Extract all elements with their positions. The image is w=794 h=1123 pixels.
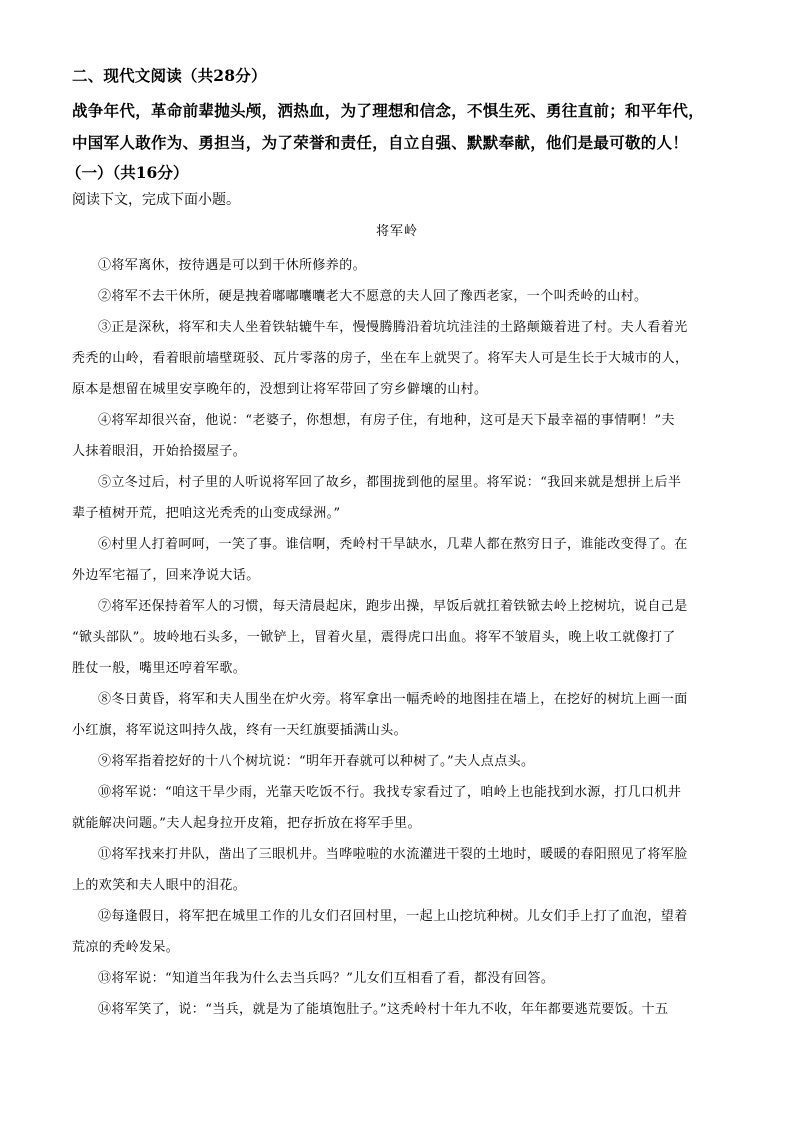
section-intro	[72, 95, 722, 159]
article-paragraph	[72, 684, 718, 746]
paragraph-line: 秃秃的山岭，看着眼前墙壁斑驳、瓦片零落的房子，坐在车上就哭了。将军夫人可是生长于大城市的人，	[72, 351, 689, 366]
article-paragraph	[72, 281, 718, 312]
article-paragraph	[72, 777, 718, 839]
paragraph-line: “锨头部队”。坡岭地石头多，一锨铲上，冒着火星，震得虎口出血。将军不皱眉头，晚上收工就像打了	[72, 630, 676, 645]
article-body	[72, 250, 718, 1025]
article-paragraph	[72, 405, 718, 467]
paragraph-line: ⑨将军指着挖好的十八个树坑说：“明年开春就可以种树了。”夫人点点头。	[98, 754, 535, 769]
paragraph-line: ③正是深秋，将军和夫人坐着铁轱辘牛车，慢慢腾腾沿着坑坑洼洼的土路颠簸着进了村。夫人看着光	[98, 320, 688, 335]
article-title: 将军岭	[375, 224, 418, 239]
reading-instruction: 阅读下文，完成下面小题。	[72, 192, 240, 208]
intro-line: 战争年代，革命前辈抛头颅，洒热血，为了理想和信念，不惧生死、勇往直前；和平年代，	[72, 101, 705, 120]
paragraph-line: 上的欢笑和夫人眼中的泪花。	[72, 878, 247, 893]
section-title: 二、现代文阅读（共28分）	[72, 66, 267, 85]
paragraph-line: 辈子植树开荒，把咱这光秃秃的山变成绿洲。”	[72, 506, 341, 521]
paragraph-line: ④将军却很兴奋，他说：“老婆子，你想想，有房子住，有地种，这可是天下最幸福的事情啊！”夫	[98, 413, 675, 428]
article-paragraph	[72, 746, 718, 777]
article-paragraph	[72, 529, 718, 591]
part-title: （一）（共16分）	[66, 163, 189, 182]
article-paragraph	[72, 839, 718, 901]
paragraph-line: 小红旗，将军说这叫持久战，终有一天红旗要插满山头。	[72, 723, 408, 738]
paragraph-line: ⑩将军说：“咱这干旱少雨，光靠天吃饭不行。我找专家看过了，咱岭上也能找到水源，打几口机井	[98, 785, 682, 800]
article-paragraph	[72, 312, 718, 405]
paragraph-line: ⑫每逢假日，将军把在城里工作的儿女们召回村里，一起上山挖坑种树。儿女们手上打了血泡，望着	[98, 909, 688, 924]
article-paragraph	[72, 250, 718, 281]
paragraph-line: ⑬将军说：“知道当年我为什么去当兵吗？”儿女们互相看了看，都没有回答。	[98, 971, 555, 986]
paragraph-line: 外边军宅福了，回来净说大话。	[72, 568, 260, 583]
paragraph-line: 荒凉的秃岭发呆。	[72, 940, 180, 955]
paragraph-line: 就能解决问题。”夫人起身拉开皮箱，把存折放在将军手里。	[72, 816, 421, 831]
article-paragraph	[72, 994, 718, 1025]
intro-line: 中国军人敢作为、勇担当，为了荣誉和责任，自立自强、默默奉献，他们是最可敬的人！	[72, 133, 689, 152]
article-paragraph	[72, 467, 718, 529]
paragraph-line: ⑭将军笑了，说：“当兵，就是为了能填饱肚子。”这秃岭村十年九不收，年年都要逃荒要饭。十五	[98, 1002, 669, 1017]
article-paragraph	[72, 963, 718, 994]
paragraph-line: ⑤立冬过后，村子里的人听说将军回了故乡，都围拢到他的屋里。将军说：“我回来就是想拼上后半	[98, 475, 682, 490]
paragraph-line: ①将军离休，按待遇是可以到干休所修养的。	[98, 258, 367, 273]
paragraph-line: ⑦将军还保持着军人的习惯，每天清晨起床，跑步出操，早饭后就扛着铁锨去岭上挖树坑，说自己是	[98, 599, 688, 614]
article-paragraph	[72, 591, 718, 684]
paragraph-line: 原本是想留在城里安享晚年的，没想到让将军带回了穷乡僻壤的山村。	[72, 382, 488, 397]
paragraph-line: ⑧冬日黄昏，将军和夫人围坐在炉火旁。将军拿出一幅秃岭的地图挂在墙上，在挖好的树坑上画一面	[98, 692, 688, 707]
paragraph-line: 人抹着眼泪，开始拾掇屋子。	[72, 444, 247, 459]
paragraph-line: 胜仗一般，嘴里还哼着军歌。	[72, 661, 247, 676]
paragraph-line: ②将军不去干休所，硬是拽着嘟嘟囔囔老大不愿意的夫人回了豫西老家，一个叫秃岭的山村。	[98, 289, 648, 304]
article-paragraph	[72, 901, 718, 963]
paragraph-line: ⑥村里人打着呵呵，一笑了事。谁信啊，秃岭村干旱缺水，几辈人都在熬穷日子，谁能改变得了。在	[98, 537, 688, 552]
paragraph-line: ⑪将军找来打井队，凿出了三眼机井。当哗啦啦的水流灌进干裂的土地时，暖暖的春阳照见了将军脸	[98, 847, 688, 862]
